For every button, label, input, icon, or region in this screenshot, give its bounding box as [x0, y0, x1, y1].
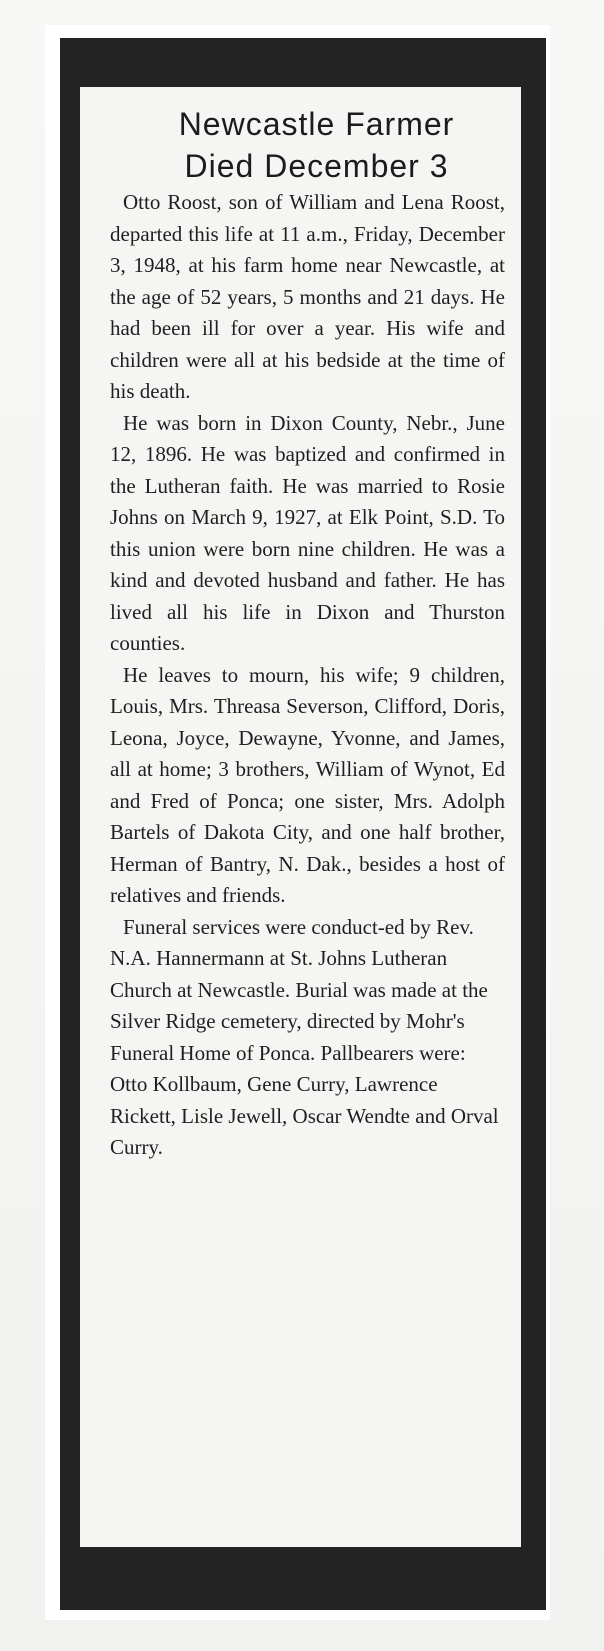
obituary-article: [110, 103, 505, 1164]
paragraph-biography: He was born in Dixon County, Nebr., June 12, 1896. He was baptized and confirmed in the Lutheran faith. He was married to Rosie Johns on March 9, 1927, at Elk Point, S.D. To this union were born nine children. He was a kind and devoted husband and father. He has lived all his life in Dixon and Thurston counties.: [110, 410, 505, 655]
paragraph-death-notice: Otto Roost, son of William and Lena Roost, departed this life at 11 a.m., Friday, December 3, 1948, at his farm home near Newcastle, at the age of 52 years, 5 months and 21 days. He had been ill for over a year. His wife and children were all at his bedside at the time of his death.: [110, 190, 505, 403]
headline-line-1: Newcastle Farmer: [178, 106, 455, 142]
headline-line-2: Died December 3: [184, 148, 449, 184]
headline: [110, 103, 505, 187]
paragraph-survivors: He leaves to mourn, his wife; 9 children, Louis, Mrs. Threasa Severson, Clifford, Doris, Leona, Joyce, Dewayne, Yvonne, and James, all at home; 3 brothers, William of Wynot, Ed and Fred of Ponca; one sister, Mrs. Adolph Bartels of Dakota City, and one half brother, Herman of Bantry, N. Dak., besides a host of relatives and friends.: [110, 662, 505, 907]
paragraph-funeral: Funeral services were conduct-ed by Rev. N.A. Hannermann at St. Johns Lutheran Church at Newcastle. Burial was made at the Silver Ridge cemetery, directed by Mohr's Funeral Home of Ponca. Pallbearers were: Otto Kollbaum, Gene Curry, Lawrence Rickett, Lisle Jewell, Oscar Wendte and Orval Curry.: [110, 914, 499, 1159]
